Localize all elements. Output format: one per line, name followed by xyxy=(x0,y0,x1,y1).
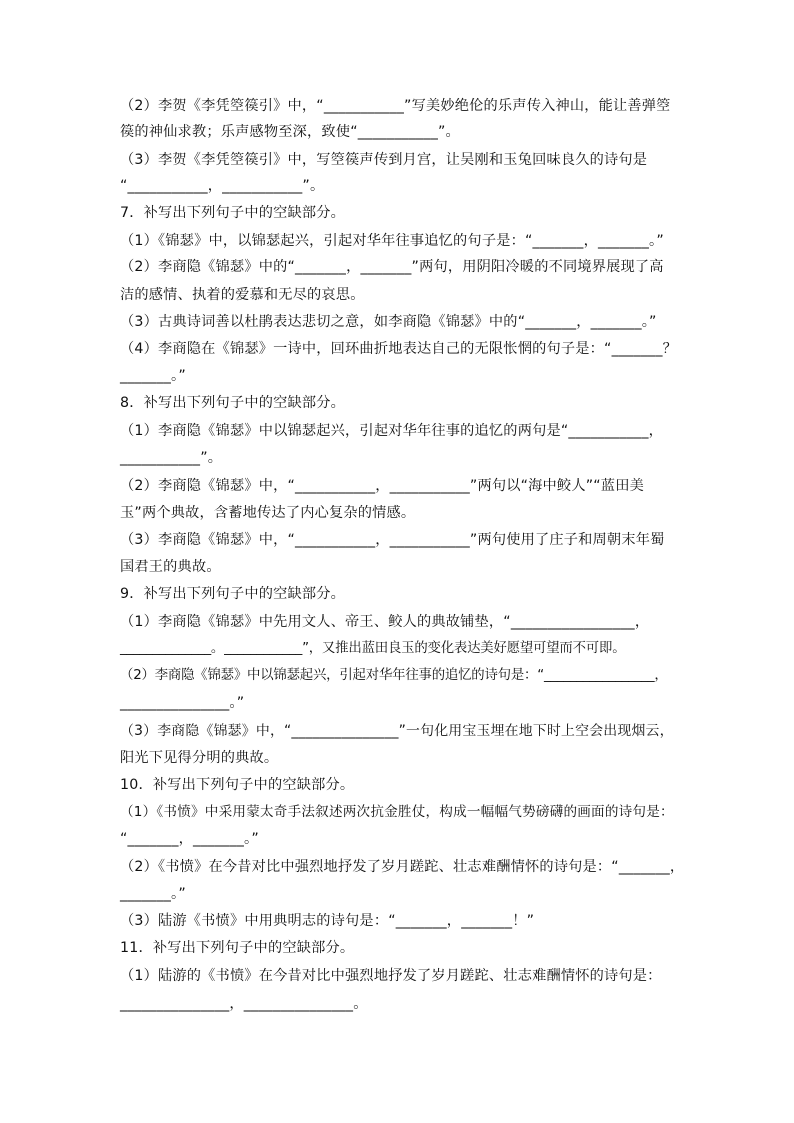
text-line: （3）陆游《书愤》中用典明志的诗句是：“_______，_______！” xyxy=(120,913,535,929)
text-line: （1）李商隐《锦瑟》中先用文人、帝王、鲛人的典故铺垫，“_________________， xyxy=(120,614,650,630)
text-line: 国君王的典故。 xyxy=(120,559,221,575)
text-line: （2）李商隐《锦瑟》中，“___________，___________”两句以“海中鲛人”“蓝田美 xyxy=(120,478,644,494)
text-line: （3）李贺《李凭箜篌引》中，写箜篌声传到月宫，让吴刚和玉兔回味良久的诗句是 xyxy=(120,152,648,168)
text-line: （1）《锦瑟》中，以锦瑟起兴，引起对华年往事追忆的句子是：“_______，_______。” xyxy=(120,233,664,249)
text-line: “___________，___________”。 xyxy=(120,178,325,194)
text-line: _______________。” xyxy=(120,695,245,711)
text-line: 篌的神仙求教；乐声感物至深，致使“___________”。 xyxy=(120,124,460,140)
text-line: ___________”。 xyxy=(120,450,223,466)
text-line: （3）李商隐《锦瑟》中，“___________，___________”两句使用了庄子和周朝末年蜀 xyxy=(120,532,665,548)
question-heading-9: 9．补写出下列句子中的空缺部分。 xyxy=(120,586,346,602)
text-line: （3）古典诗词善以杜鹃表达悲切之意，如李商隐《锦瑟》中的“_______，_______。” xyxy=(120,314,657,330)
text-line: （2）《书愤》在今昔对比中强烈地抒发了岁月蹉跎、壮志难酬情怀的诗句是：“_______， xyxy=(120,859,685,875)
text-line: （2）李商隐《锦瑟》中以锦瑟起兴，引起对华年往事的追忆的诗句是：“_________________， xyxy=(120,668,668,683)
text-line: _______________，_______________。 xyxy=(120,996,368,1012)
text-line: （3）李商隐《锦瑟》中，“_______________”一句化用宝玉埋在地下时上空会出现烟云， xyxy=(120,723,674,739)
question-heading-8: 8．补写出下列句子中的空缺部分。 xyxy=(120,395,346,411)
text-line: （2）李商隐《锦瑟》中的“_______，_______”两句，用阴阳冷暖的不同境界展现了高 xyxy=(120,259,664,275)
text-line: ______________。____________”，又推出蓝田良玉的变化表达美好愿望可望而不可即。 xyxy=(120,641,626,656)
text-line: （1）《书愤》中采用蒙太奇手法叙述两次抗金胜仗，构成一幅幅气势磅礴的画面的诗句是： xyxy=(120,804,674,820)
text-line: （1）李商隐《锦瑟》中以锦瑟起兴，引起对华年往事的追忆的两句是“___________， xyxy=(120,423,664,439)
question-heading-7: 7．补写出下列句子中的空缺部分。 xyxy=(120,205,346,221)
text-line: （4）李商隐在《锦瑟》一诗中，回环曲折地表达自己的无限怅惘的句子是：“_______？ xyxy=(120,341,678,357)
text-line: 洁的感情、执着的爱慕和无尽的哀思。 xyxy=(120,287,365,303)
text-line: “_______，_______。” xyxy=(120,831,259,847)
text-line: 阳光下见得分明的典故。 xyxy=(120,750,279,766)
text-line: _______。” xyxy=(120,886,186,902)
text-line: （2）李贺《李凭箜篌引》中，“___________”写美妙绝伦的乐声传入神山，能让善弹箜 xyxy=(120,98,671,114)
question-heading-10: 10．补写出下列句子中的空缺部分。 xyxy=(120,777,355,793)
text-line: 玉”两个典故，含蓄地传达了内心复杂的情感。 xyxy=(120,505,416,521)
text-line: （1）陆游的《书愤》在今昔对比中强烈地抒发了岁月蹉跎、壮志难酬情怀的诗句是： xyxy=(120,968,662,984)
text-line: _______。” xyxy=(120,368,186,384)
question-heading-11: 11．补写出下列句子中的空缺部分。 xyxy=(120,940,355,956)
